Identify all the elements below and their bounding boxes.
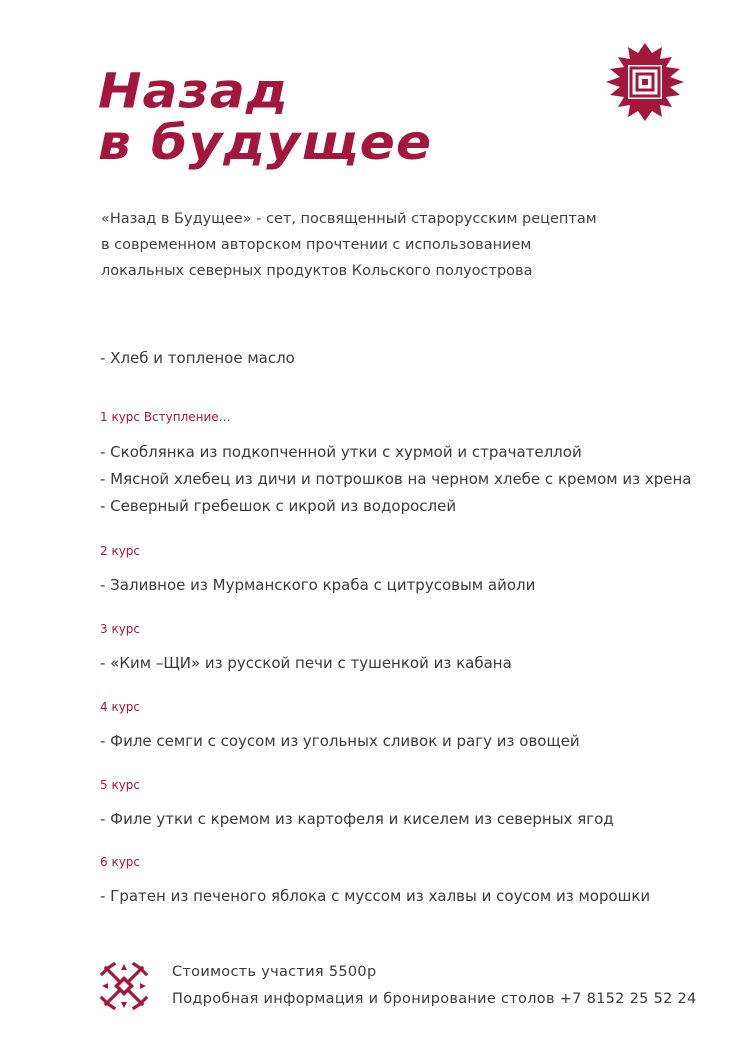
dish-item: - Филе семги с соусом из угольных сливок и рагу из овощей [100,732,580,750]
dish-item: - Гратен из печеного яблока с муссом из халвы и соусом из морошки [100,887,651,905]
course-label-6: 6 курс [100,855,141,869]
intro-line: в современном авторском прочтении с использованием [101,237,532,253]
dish-item: - Филе утки с кремом из картофеля и киселем из северных ягод [100,810,614,828]
course-label-2: 2 курс [100,544,141,558]
title-line-1: Назад [98,64,289,120]
course-label-4: 4 курс [100,700,141,714]
intro-text [101,206,621,284]
page-title [98,66,432,169]
folk-cross-icon [100,962,148,1010]
dish-item: - Северный гребешок с икрой из водорослей [100,497,457,515]
title-line-2: в будущее [98,115,433,171]
course-label-5: 5 курс [100,778,141,792]
dish-item: - Заливное из Мурманского краба с цитрусовым айоли [100,576,536,594]
course-label-3: 3 курс [100,622,141,636]
intro-line: «Назад в Будущее» - сет, посвященный старорусским рецептам [101,211,597,227]
course-label-1: 1 курс Вступление… [100,410,231,424]
intro-line: локальных северных продуктов Кольского полуострова [101,263,533,279]
dish-item: - Скоблянка из подкопченной утки с хурмой и страчателлой [100,443,582,461]
folk-ornament-icon [606,43,684,121]
price-text: Стоимость участия 5500р [172,964,377,980]
dish-item: - «Ким –ЩИ» из русской печи с тушенкой из кабана [100,654,512,672]
booking-info-text: Подробная информация и бронирование столов +7 8152 25 52 24 [172,991,697,1007]
dish-item: - Мясной хлебец из дичи и потрошков на черном хлебе с кремом из хрена [100,470,692,488]
bread-item: - Хлеб и топленое масло [100,349,295,367]
